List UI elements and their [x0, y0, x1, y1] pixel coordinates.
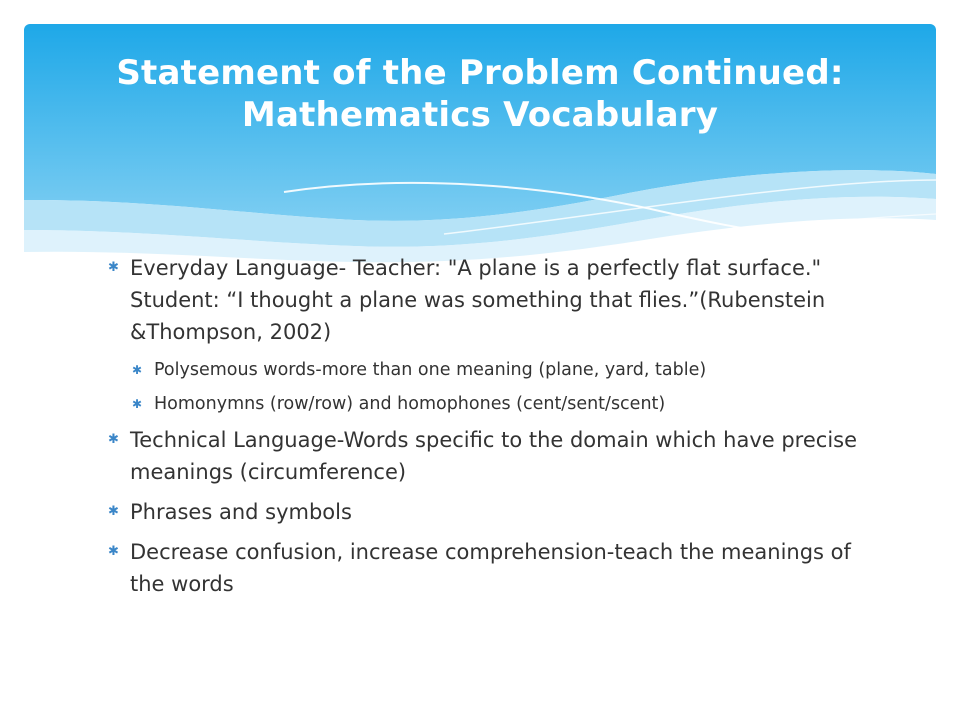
bullet-star-icon: ✱ [108, 504, 119, 519]
bullet-text: Polysemous words-more than one meaning (plane, yard, table) [154, 360, 707, 380]
bullet-text: Decrease confusion, increase comprehension-teach the meanings of the words [130, 540, 851, 596]
bullet-text: Phrases and symbols [130, 500, 352, 524]
bullet-item [108, 496, 868, 528]
bullet-star-icon: ✱ [108, 260, 119, 275]
bullet-text: Everyday Language- Teacher: "A plane is a perfectly flat surface." Student: “I thought a plane was something that flies.”(Rubenstein &Thompson, 2002) [130, 256, 826, 344]
bullet-star-icon: ✱ [132, 363, 143, 377]
bullet-star-icon: ✱ [108, 544, 119, 559]
title-line-1: Statement of the Problem Continued: [116, 53, 844, 93]
sub-bullet-item [132, 356, 868, 384]
bullet-item [108, 424, 868, 488]
bullet-item [108, 536, 868, 600]
bullet-item [108, 252, 868, 348]
bullet-text: Technical Language-Words specific to the domain which have precise meanings (circumference) [130, 428, 858, 484]
bullet-star-icon: ✱ [108, 432, 119, 447]
title-line-2: Mathematics Vocabulary [241, 95, 719, 135]
sub-bullet-item [132, 390, 868, 418]
bullet-star-icon: ✱ [132, 397, 143, 411]
bullet-text: Homonymns (row/row) and homophones (cent/sent/scent) [154, 394, 666, 414]
bullet-list [108, 252, 868, 608]
slide-title [24, 52, 936, 136]
